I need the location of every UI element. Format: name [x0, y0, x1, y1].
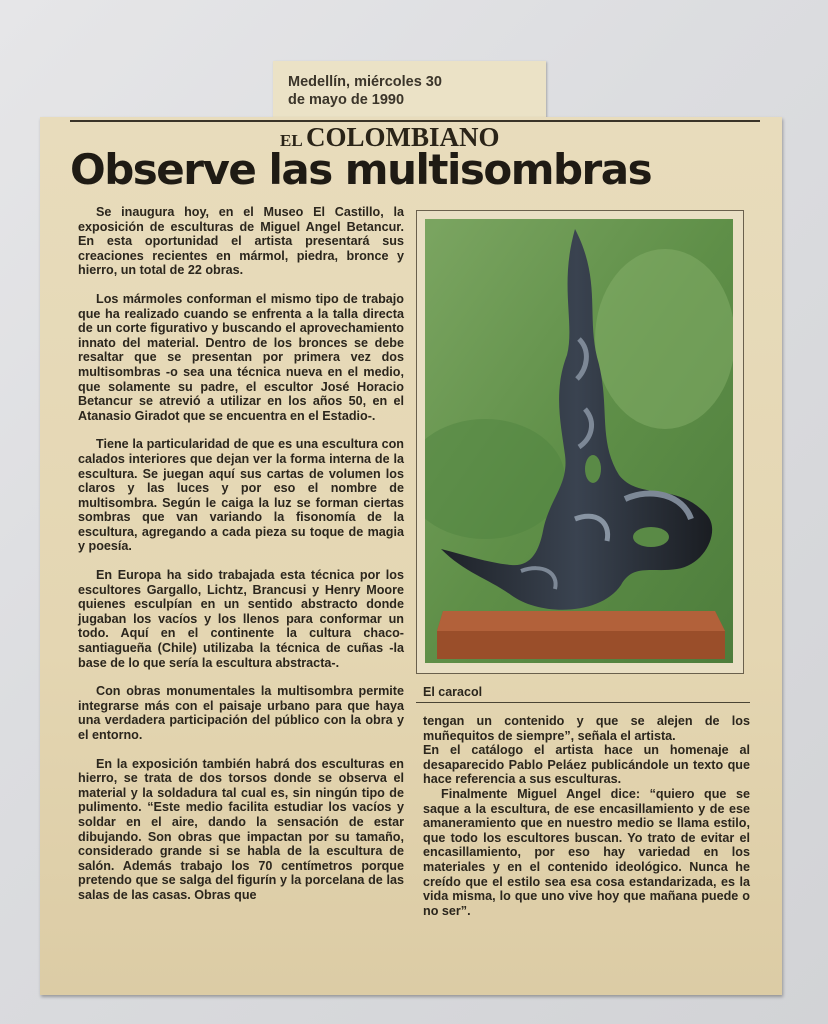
paragraph-1: Se inaugura hoy, en el Museo El Castillo, la exposición de esculturas de Miguel Angel Betancur. En esta oportunidad el artista presentará sus creaciones recientes en mármol, piedra, bronce y hierro, un total de 22 obras. [78, 205, 404, 278]
article-headline: Observe las multisombras [70, 145, 652, 194]
article-column-left [78, 205, 404, 903]
paragraph-2: Los mármoles conforman el mismo tipo de trabajo que ha realizado cuando se enfrenta a la talla directa de un corte figurativo y buscando el aprovechamiento innato del material. Dentro de los bronces se debe resaltar que se presentan por primera vez dos multisombras -o sea una técnica nueva en el medio, que solamente su padre, el escultor José Horacio Betancur se atrevió a utilizar en los años 50, en el Atanasio Giradot que se encuentra en el Estadio-. [78, 291, 404, 423]
paragraph-3: Tiene la particularidad de que es una escultura con calados interiores que dejan ver la forma interna de la escultura. Se juegan aquí sus cartas de volumen los claros y las luces y por eso el nombre de multisombra. Según le caiga la luz se forman ciertas sombras que van variando la fisonomía de la escultura, agregando a cada pieza su toque de magia y poesía. [78, 437, 404, 554]
caption-rule [416, 702, 750, 703]
paragraph-8: En el catálogo el artista hace un homenaje al desaparecido Pablo Peláez publicándole un texto que hace referencia a sus esculturas. [423, 743, 750, 787]
masthead-prefix: EL [280, 131, 306, 150]
photo-frame [416, 210, 744, 674]
sculpture-image [425, 219, 733, 663]
masthead-name: COLOMBIANO [306, 122, 500, 152]
paragraph-4: En Europa ha sido trabajada esta técnica por los escultores Gargallo, Lichtz, Brancusi y Henry Moore quienes esculpían en un sentido abstracto donde jugaban los vacíos y los llenos para conformar un todo. Aquí en el continente la cultura chaco-santiagueña (Chile) utilizaba la técnica de cuñas -la base de lo que sería la escultura abstracta-. [78, 568, 404, 670]
paragraph-6: En la exposición también habrá dos esculturas en hierro, se trata de dos torsos donde se observa el material y la soldadura tal cual es, sin ningún tipo de pulimento. “Este medio facilita estudiar los vacíos y soldar en el aire, dando la sensación de estar dibujando. Son obras que impactan por su tamaño, considerado grande si se habla de la escultura de salón. Además trabajo los 70 centímetros porque pretendo que se salga del figurín y la porcelana de las salas de las casas. Obras que [78, 756, 404, 902]
dateline: Medellín, miércoles 30 de mayo de 1990 [288, 74, 442, 108]
sculpture-photo [425, 219, 733, 663]
article-column-right [423, 714, 750, 918]
top-rule [70, 120, 760, 122]
paragraph-7: tengan un contenido y que se alejen de los muñequitos de siempre”, señala el artista. [423, 714, 750, 743]
newspaper-clipping [40, 117, 782, 995]
paragraph-5: Con obras monumentales la multisombra permite integrarse más con el paisaje urbano para que haya una verdadera participación del público con la obra y el entorno. [78, 684, 404, 742]
paragraph-9: Finalmente Miguel Angel dice: “quiero que se saque a la escultura, de ese encasillamiento y de ese amaneramiento que en nuestro medio se llama estilo, que todo los escultores buscan. Yo trato de evitar el encasillamiento, por eso hay variedad en los materiales y en el contenido ideológico. Nunca he creído que el estilo sea esa cosa estandarizada, es la vida misma, lo que uno vive hoy que mañana puede o no ser”. [423, 786, 750, 918]
photo-caption: El caracol [423, 685, 483, 699]
